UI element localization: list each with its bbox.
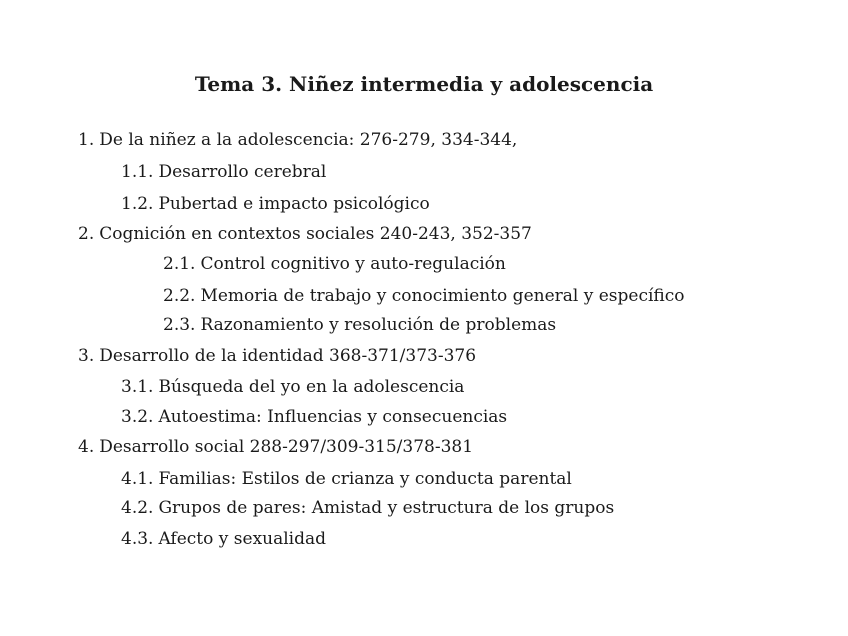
subsection-1-2 [121, 192, 430, 216]
subsection-2-3 [163, 313, 556, 337]
item-text: Desarrollo de la identidad 368-371/373-376 [99, 346, 477, 366]
item-text: Razonamiento y resolución de problemas [200, 315, 557, 335]
item-text: Familias: Estilos de crianza y conducta parental [158, 469, 572, 489]
subsection-3-1 [121, 375, 464, 399]
item-number: 1.2. [121, 194, 154, 214]
item-number: 2.3. [163, 315, 196, 335]
item-text: Grupos de pares: Amistad y estructura de los grupos [158, 498, 615, 518]
section-2 [78, 222, 532, 246]
subsection-2-1 [163, 252, 506, 276]
item-number: 4. [78, 437, 95, 457]
item-number: 2.2. [163, 286, 196, 306]
item-number: 1.1. [121, 162, 154, 182]
item-text: Búsqueda del yo en la adolescencia [158, 377, 465, 397]
item-text: Control cognitivo y auto-regulación [200, 254, 506, 274]
item-number: 2.1. [163, 254, 196, 274]
item-number: 4.3. [121, 529, 154, 549]
subsection-2-2 [163, 284, 685, 308]
item-number: 3.1. [121, 377, 154, 397]
item-text: Pubertad e impacto psicológico [158, 194, 430, 214]
item-number: 4.1. [121, 469, 154, 489]
section-3 [78, 344, 476, 368]
item-text: Cognición en contextos sociales 240-243, 352-357 [99, 224, 532, 244]
item-number: 2. [78, 224, 95, 244]
item-text: Desarrollo social 288-297/309-315/378-381 [99, 437, 474, 457]
subsection-4-1 [121, 467, 572, 491]
item-number: 3.2. [121, 407, 154, 427]
item-number: 3. [78, 346, 95, 366]
item-text: De la niñez a la adolescencia: 276-279, 334-344, [99, 130, 518, 150]
item-text: Autoestima: Influencias y consecuencias [158, 407, 508, 427]
item-text: Memoria de trabajo y conocimiento general y específico [200, 286, 685, 306]
item-text: Desarrollo cerebral [158, 162, 327, 182]
section-4 [78, 435, 473, 459]
section-1 [78, 128, 517, 152]
subsection-4-3 [121, 527, 326, 551]
item-text: Afecto y sexualidad [158, 529, 327, 549]
item-number: 1. [78, 130, 95, 150]
subsection-4-2 [121, 496, 614, 520]
page-title: Tema 3. Niñez intermedia y adolescencia [194, 72, 654, 96]
item-number: 4.2. [121, 498, 154, 518]
subsection-3-2 [121, 405, 507, 429]
subsection-1-1 [121, 160, 326, 184]
